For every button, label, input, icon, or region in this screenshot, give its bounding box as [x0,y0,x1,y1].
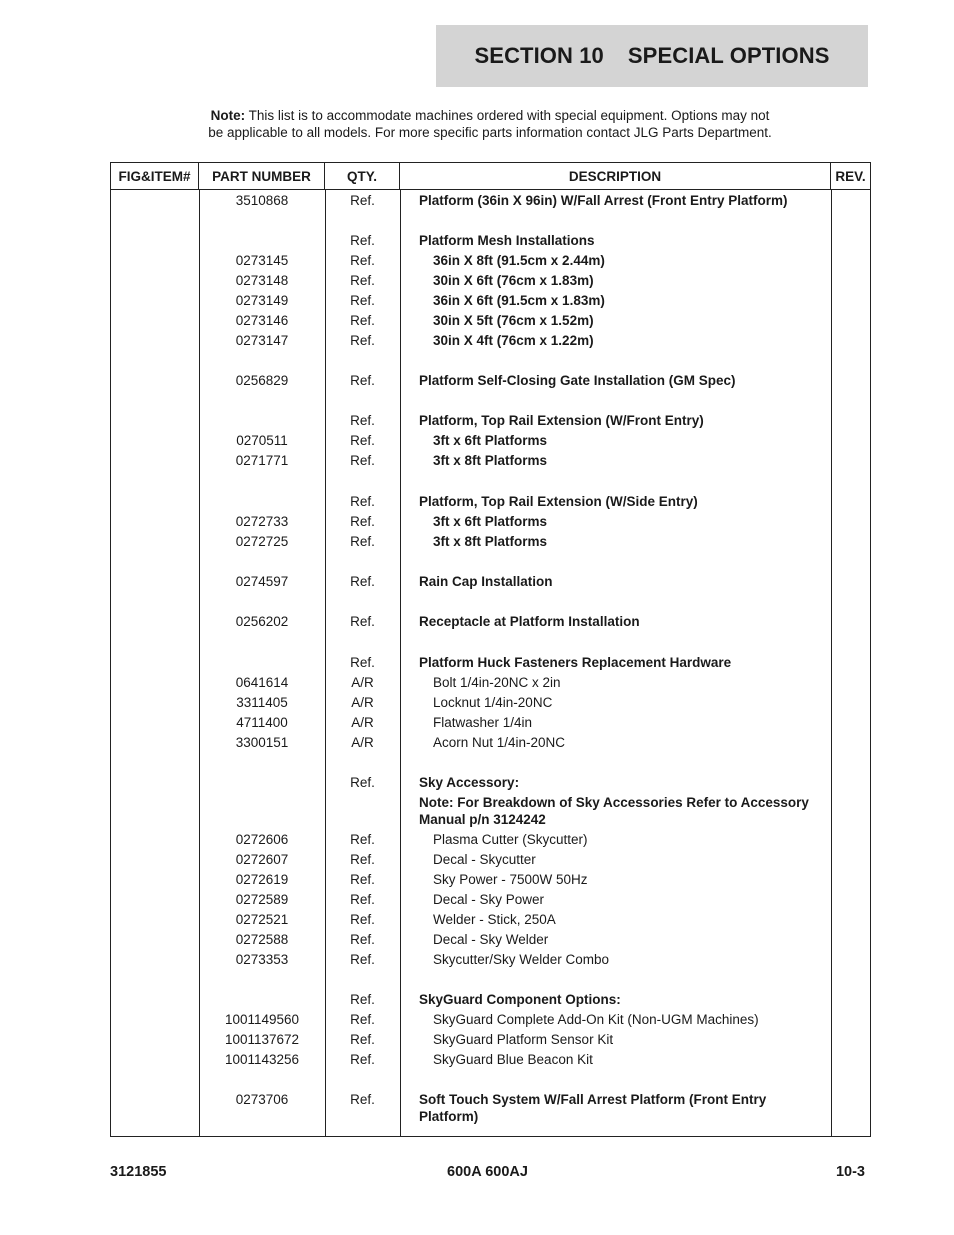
description-cell: Plasma Cutter (Skycutter) [433,831,588,847]
table-row [111,230,870,250]
part-number-cell: 0272725 [235,533,289,549]
rev-cell [831,991,870,1008]
part-number-cell: 0272521 [235,911,289,927]
fig-item-cell [111,452,199,469]
qty-cell: Ref. [350,232,375,248]
note-label: Note: [210,108,246,123]
part-number-cell [199,654,325,671]
qty-cell: Ref. [350,891,375,907]
table-row [111,310,870,330]
rev-cell [831,891,870,908]
description-cell: SkyGuard Component Options: [419,992,621,1008]
fig-item-cell [111,1011,199,1028]
fig-item-cell [111,931,199,948]
row-spacer [111,969,870,989]
table-row [111,371,870,391]
table-row [111,949,870,969]
fig-item-cell [111,694,199,711]
fig-item-cell [111,851,199,868]
fig-item-cell [111,734,199,751]
part-number-cell: 0641614 [235,674,289,690]
part-number-cell: 0273147 [235,332,289,348]
part-number-cell [199,493,325,510]
description-cell: Flatwasher 1/4in [433,714,533,730]
table-row [111,411,870,431]
rev-cell [831,654,870,671]
table-row [111,652,870,672]
row-spacer [111,591,870,611]
qty-cell: Ref. [350,272,375,288]
qty-cell: Ref. [350,931,375,947]
part-number-cell: 0273148 [235,272,289,288]
rev-cell [831,232,870,249]
row-spacer [111,391,870,411]
row-spacer [111,752,870,772]
fig-item-cell [111,1091,199,1125]
parts-table [110,162,871,1137]
qty-cell: Ref. [350,774,375,790]
description-cell: 3ft x 6ft Platforms [433,433,548,449]
section-number: SECTION 10 [474,43,604,68]
table-row [111,849,870,869]
qty-cell: Ref. [350,911,375,927]
special-equipment-note [160,107,820,141]
description-cell: Sky Power - 7500W 50Hz [433,871,588,887]
fig-item-cell [111,951,199,968]
part-number-cell: 3300151 [235,734,289,750]
qty-cell: Ref. [350,871,375,887]
table-row [111,692,870,712]
table-row [111,1090,870,1127]
part-number-cell [199,774,325,791]
table-row [111,531,870,551]
qty-cell: Ref. [350,654,375,670]
table-row [111,511,870,531]
description-cell: Platform Self-Closing Gate Installation (GM Spec) [419,373,736,389]
fig-item-cell [111,513,199,530]
part-number-cell: 3510868 [235,192,289,208]
description-cell: 30in X 5ft (76cm x 1.52m) [433,312,594,328]
rev-cell [831,613,870,630]
fig-item-cell [111,674,199,691]
description-cell: Receptacle at Platform Installation [419,614,640,630]
rev-cell [831,432,870,449]
rev-cell [831,851,870,868]
description-cell: Platform Huck Fasteners Replacement Hardware [419,654,732,670]
fig-item-cell [111,533,199,550]
rev-cell [831,493,870,510]
part-number-cell: 1001137672 [224,1032,300,1048]
table-row [111,290,870,310]
part-number-cell: 0273145 [235,252,289,268]
fig-item-cell [111,192,199,209]
fig-item-cell [111,831,199,848]
rev-cell [831,252,870,269]
description-cell: SkyGuard Platform Sensor Kit [433,1032,614,1048]
part-number-cell: 0274597 [235,573,289,589]
part-number-cell [199,991,325,1008]
part-number-cell: 1001143256 [224,1052,300,1068]
table-row [111,1050,870,1070]
description-cell: Bolt 1/4in-20NC x 2in [433,674,561,690]
table-row [111,330,870,350]
qty-cell: Ref. [350,992,375,1008]
table-row [111,612,870,632]
footer-page-number: 10-3 [835,1164,865,1180]
fig-item-cell [111,372,199,389]
part-number-cell: 0272619 [235,871,289,887]
row-spacer [111,632,870,652]
table-row [111,772,870,792]
description-cell: Acorn Nut 1/4in-20NC [433,734,566,750]
note-line-1: This list is to accommodate machines ordered with special equipment. Options may not [245,108,770,123]
qty-cell: Ref. [350,413,375,429]
description-cell: Sky Accessory: [419,774,520,790]
rev-cell [831,272,870,289]
rev-cell [831,831,870,848]
header-rev: REV. [835,168,866,184]
qty-cell [325,794,400,828]
part-number-cell: 0273706 [235,1092,289,1108]
note-line-2: be applicable to all models. For more specific parts information contact JLG Parts Department. [208,125,772,140]
description-cell: SkyGuard Complete Add-On Kit (Non-UGM Machines) [433,1012,759,1028]
part-number-cell: 0256829 [235,373,289,389]
part-number-cell: 0272607 [235,851,289,867]
table-row [111,1010,870,1030]
table-row [111,672,870,692]
rev-cell [831,1031,870,1048]
table-rows [111,190,870,1127]
table-row [111,190,870,210]
rev-cell [831,714,870,731]
fig-item-cell [111,332,199,349]
header-description: DESCRIPTION [400,163,831,189]
rev-cell [831,1011,870,1028]
qty-cell: Ref. [350,1092,375,1108]
table-row [111,990,870,1010]
part-number-cell: 0271771 [235,453,289,469]
description-cell: Platform, Top Rail Extension (W/Side Entry) [419,493,698,509]
qty-cell: Ref. [350,513,375,529]
header-fig-item: FIG&ITEM# [111,163,199,189]
description-cell: Note: For Breakdown of Sky Accessories Refer to Accessory Manual p/n 3124242 [419,794,809,827]
qty-cell: Ref. [350,192,375,208]
qty-cell: Ref. [350,533,375,549]
fig-item-cell [111,613,199,630]
row-spacer [111,1070,870,1090]
rev-cell [831,1091,870,1125]
fig-item-cell [111,891,199,908]
table-row [111,1030,870,1050]
part-number-cell: 1001149560 [224,1012,300,1028]
fig-item-cell [111,412,199,429]
qty-cell: Ref. [350,433,375,449]
header-part-number: PART NUMBER [199,163,325,189]
qty-cell: Ref. [350,292,375,308]
part-number-cell: 0272606 [235,831,289,847]
rev-cell [831,734,870,751]
fig-item-cell [111,1051,199,1068]
rev-cell [831,674,870,691]
fig-item-cell [111,654,199,671]
table-row [111,909,870,929]
rev-cell [831,533,870,550]
part-number-cell: 0256202 [235,614,289,630]
rev-cell [831,774,870,791]
fig-item-cell [111,292,199,309]
table-row [111,829,870,849]
description-cell: Platform, Top Rail Extension (W/Front Entry) [419,413,704,429]
fig-item-cell [111,794,199,828]
description-cell: 36in X 6ft (91.5cm x 1.83m) [433,292,605,308]
part-number-cell: 0273149 [235,292,289,308]
fig-item-cell [111,911,199,928]
footer-manual-number: 3121855 [110,1164,167,1180]
rev-cell [831,871,870,888]
qty-cell: Ref. [350,573,375,589]
table-header [111,163,870,190]
description-cell: 3ft x 8ft Platforms [433,533,548,549]
rev-cell [831,372,870,389]
table-row [111,571,870,591]
qty-cell: A/R [351,674,374,690]
table-row [111,889,870,909]
qty-cell: A/R [351,694,374,710]
rev-cell [831,332,870,349]
table-row [111,431,870,451]
qty-cell: Ref. [350,614,375,630]
qty-cell: Ref. [350,332,375,348]
fig-item-cell [111,714,199,731]
table-body [111,190,870,1136]
table-row [111,451,870,471]
rev-cell [831,573,870,590]
rev-cell [831,694,870,711]
part-number-cell: 0272733 [235,513,289,529]
table-row [111,270,870,290]
table-row [111,491,870,511]
section-title: SPECIAL OPTIONS [627,43,830,68]
fig-item-cell [111,432,199,449]
description-cell: Decal - Sky Power [433,891,545,907]
part-number-cell [199,794,325,828]
rev-cell [831,931,870,948]
qty-cell: A/R [351,734,374,750]
rev-cell [831,452,870,469]
description-cell: Platform (36in X 96in) W/Fall Arrest (Front Entry Platform) [419,192,788,208]
fig-item-cell [111,1031,199,1048]
description-cell: 30in X 6ft (76cm x 1.83m) [433,272,594,288]
rev-cell [831,312,870,329]
fig-item-cell [111,493,199,510]
part-number-cell [199,232,325,249]
rev-cell [831,292,870,309]
description-cell: Rain Cap Installation [419,573,553,589]
rev-cell [831,192,870,209]
description-cell: Soft Touch System W/Fall Arrest Platform (Front Entry Platform) [419,1092,767,1125]
fig-item-cell [111,774,199,791]
rev-cell [831,1051,870,1068]
header-qty: QTY. [325,163,400,189]
description-cell: Locknut 1/4in-20NC [433,694,553,710]
description-cell: 30in X 4ft (76cm x 1.22m) [433,332,594,348]
fig-item-cell [111,232,199,249]
table-row [111,712,870,732]
qty-cell: Ref. [350,1052,375,1068]
rev-cell [831,951,870,968]
section-header [436,25,868,87]
page-footer [110,1164,865,1180]
row-spacer [111,210,870,230]
qty-cell: Ref. [350,1032,375,1048]
qty-cell: Ref. [350,1012,375,1028]
part-number-cell [199,412,325,429]
fig-item-cell [111,272,199,289]
description-cell: Welder - Stick, 250A [433,911,556,927]
fig-item-cell [111,991,199,1008]
table-row [111,869,870,889]
part-number-cell: 0270511 [236,433,288,449]
description-cell: 3ft x 8ft Platforms [433,453,548,469]
part-number-cell: 0273146 [235,312,289,328]
rev-cell [831,513,870,530]
part-number-cell: 0272588 [235,931,289,947]
qty-cell: Ref. [350,373,375,389]
description-cell: 36in X 8ft (91.5cm x 2.44m) [433,252,605,268]
part-number-cell: 0273353 [235,951,289,967]
rev-cell [831,412,870,429]
qty-cell: Ref. [350,851,375,867]
qty-cell: Ref. [350,951,375,967]
part-number-cell: 4711400 [236,714,288,730]
qty-cell: Ref. [350,831,375,847]
description-cell: Skycutter/Sky Welder Combo [433,951,610,967]
part-number-cell: 3311405 [236,694,288,710]
description-cell: Decal - Sky Welder [433,931,549,947]
fig-item-cell [111,312,199,329]
fig-item-cell [111,573,199,590]
part-number-cell: 0272589 [235,891,289,907]
qty-cell: A/R [351,714,374,730]
table-row [111,929,870,949]
fig-item-cell [111,252,199,269]
row-spacer [111,350,870,370]
qty-cell: Ref. [350,453,375,469]
description-cell: 3ft x 6ft Platforms [433,513,548,529]
rev-cell [831,911,870,928]
table-row [111,792,870,829]
qty-cell: Ref. [350,312,375,328]
description-cell: Platform Mesh Installations [419,232,595,248]
row-spacer [111,551,870,571]
fig-item-cell [111,871,199,888]
rev-cell [831,794,870,828]
qty-cell: Ref. [350,252,375,268]
qty-cell: Ref. [350,493,375,509]
description-cell: Decal - Skycutter [433,851,536,867]
row-spacer [111,471,870,491]
footer-model: 600A 600AJ [447,1164,528,1180]
table-row [111,732,870,752]
table-row [111,250,870,270]
description-cell: SkyGuard Blue Beacon Kit [433,1052,593,1068]
